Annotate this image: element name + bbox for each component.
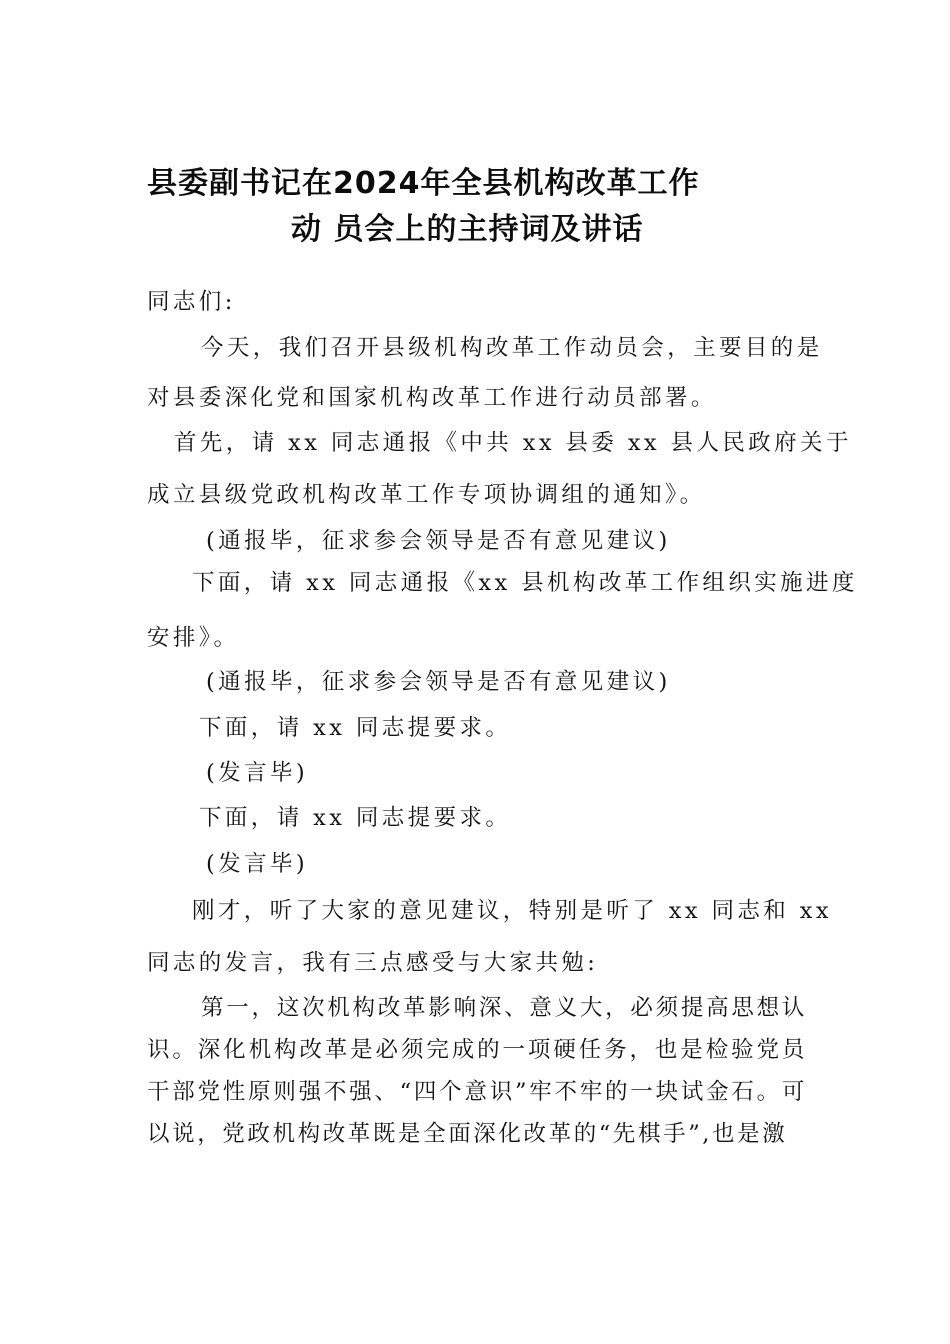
paragraph-3-line-1: 下面，请 xx 同志通报《xx 县机构改革工作组织实施进度: [192, 570, 858, 596]
document-title-line-1: 县委副书记在2024年全县机构改革工作: [147, 166, 700, 201]
paragraph-6-line-1: 刚才，听了大家的意见建议，特别是听了 xx 同志和 xx: [192, 898, 832, 924]
paragraph-5: 下面，请 xx 同志提要求。: [199, 805, 512, 831]
paragraph-3-line-2: 安排》。: [147, 625, 240, 651]
procedure-note-2: (通报毕，征求参会领导是否有意见建议): [206, 669, 671, 695]
paragraph-2-line-1: 首先，请 xx 同志通报《中共 xx 县委 xx 县人民政府关于: [174, 430, 852, 456]
paragraph-1-line-1: 今天，我们召开县级机构改革工作动员会，主要目的是: [201, 335, 823, 361]
procedure-note-1: (通报毕，征求参会领导是否有意见建议): [206, 528, 671, 554]
paragraph-4: 下面，请 xx 同志提要求。: [199, 715, 512, 741]
document-title-line-2: 动 员会上的主持词及讲话: [291, 212, 644, 247]
salutation: 同志们:: [147, 289, 236, 315]
paragraph-1-line-2: 对县委深化党和国家机构改革工作进行动员部署。: [147, 385, 717, 411]
paragraph-2-line-2: 成立县级党政机构改革工作专项协调组的通知》。: [147, 482, 706, 508]
procedure-note-3: (发言毕): [206, 760, 309, 786]
paragraph-7: 第一，这次机构改革影响深、意义大，必须提高思想认识。深化机构改革是必须完成的一项硬任务，也是检验党员干部党性原则强不强、“四个意识”牢不牢的一块试金石。可以说，党政机构改革既是全面深化改革的“先棋手”,也是激: [147, 995, 807, 1147]
paragraph-6-line-2: 同志的发言，我有三点感受与大家共勉:: [147, 950, 599, 976]
procedure-note-4: (发言毕): [206, 851, 309, 877]
